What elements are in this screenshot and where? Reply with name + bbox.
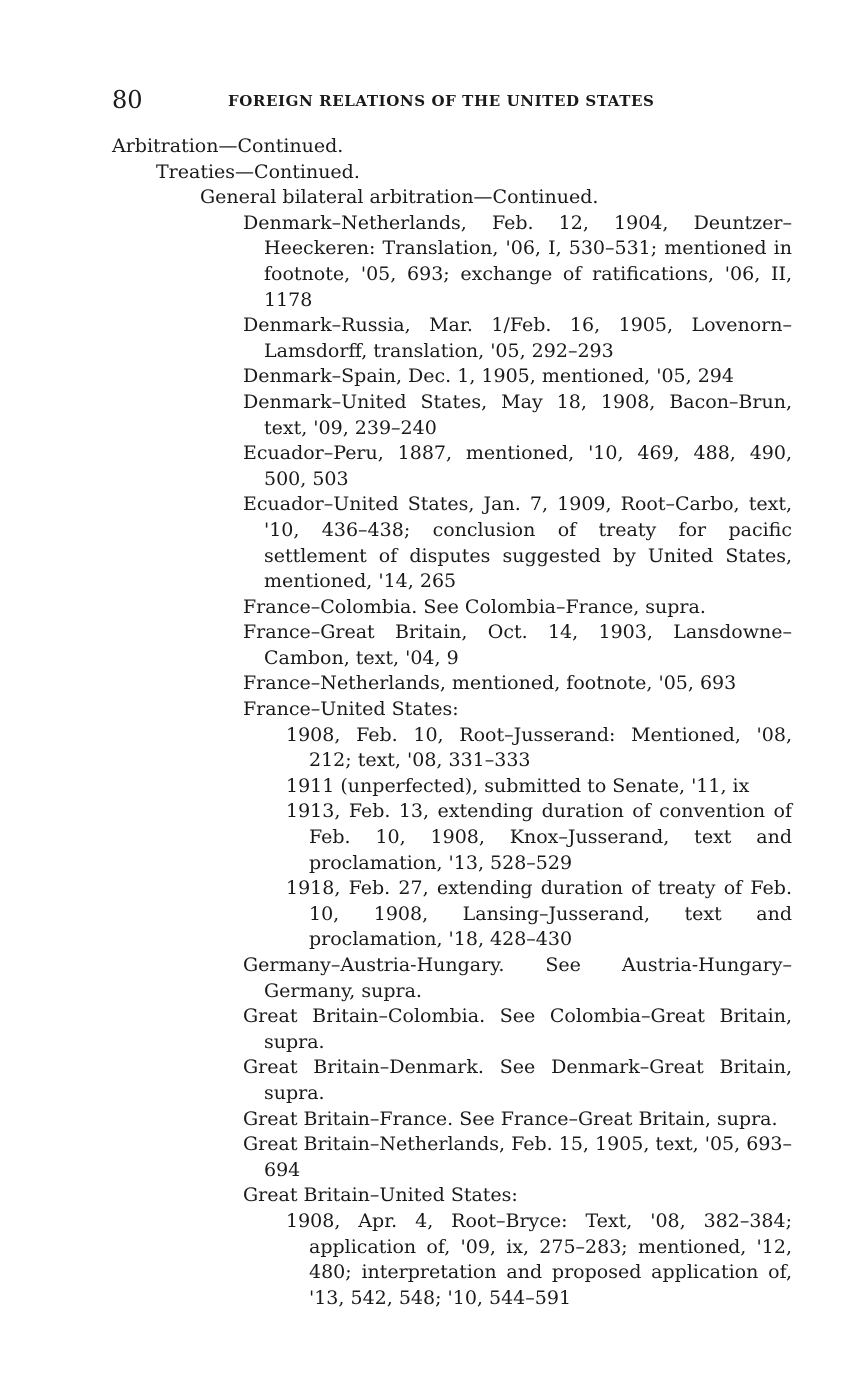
index-subentry: 1908, Feb. 10, Root–Jusserand: Mentioned, '08, 212; text, '08, 331–333: [286, 723, 792, 772]
index-entry: Denmark–Netherlands, Feb. 12, 1904, Deuntzer–Heeckeren: Translation, '06, I, 530–531; mentioned in footnote, '05, 693; exchange of ratifications, '06, II, 1178: [243, 211, 792, 311]
index-entry: France–Colombia. See Colombia–France, supra.: [243, 595, 706, 618]
index-body: [112, 134, 792, 1311]
index-entry: Great Britain–United States:: [243, 1184, 518, 1207]
index-entry: Denmark–Spain, Dec. 1, 1905, mentioned, '05, 294: [243, 365, 734, 388]
index-subentry: 1913, Feb. 13, extending duration of convention of Feb. 10, 1908, Knox–Jusserand, text and proclamation, '13, 528–529: [286, 800, 792, 874]
index-entry: France–United States:: [243, 698, 459, 721]
index-subheading: General bilateral arbitration—Continued.: [200, 186, 599, 209]
index-entry: Denmark–United States, May 18, 1908, Bacon–Brun, text, '09, 239–240: [243, 390, 792, 439]
index-entry: Ecuador–Peru, 1887, mentioned, '10, 469, 488, 490, 500, 503: [243, 442, 792, 490]
running-title: FOREIGN RELATIONS OF THE UNITED STATES: [228, 92, 655, 110]
index-subentry: 1908, Apr. 4, Root–Bryce: Text, '08, 382–384; application of, '09, ix, 275–283; mentioned, '12, 480; interpretation and proposed application of, '13, 542, 548; '10, 544–591: [286, 1209, 792, 1309]
index-subentry: 1918, Feb. 27, extending duration of treaty of Feb. 10, 1908, Lansing–Jusserand, text and proclamation, '18, 428–430: [286, 877, 792, 951]
page-number: 80: [112, 86, 143, 114]
index-entry: Denmark–Russia, Mar. 1/Feb. 16, 1905, Lovenorn–Lamsdorff, translation, '05, 292–293: [243, 314, 792, 362]
index-entry: Ecuador–United States, Jan. 7, 1909, Root–Carbo, text, '10, 436–438; conclusion of treaty for pacific settlement of disputes suggested by United States, mentioned, '14, 265: [243, 493, 792, 593]
index-subheading: Treaties—Continued.: [156, 160, 360, 183]
index-entry: Great Britain–France. See France–Great Britain, supra.: [243, 1107, 778, 1130]
index-heading: Arbitration—Continued.: [112, 135, 344, 157]
index-entry: Great Britain–Denmark. See Denmark–Great Britain, supra.: [243, 1056, 792, 1104]
index-entry: Great Britain–Netherlands, Feb. 15, 1905, text, '05, 693–694: [243, 1133, 792, 1181]
index-entry: France–Netherlands, mentioned, footnote, '05, 693: [243, 672, 737, 695]
index-subentry: 1911 (unperfected), submitted to Senate, '11, ix: [286, 774, 750, 797]
index-entry: France–Great Britain, Oct. 14, 1903, Lansdowne–Cambon, text, '04, 9: [243, 621, 792, 669]
index-entry: Germany–Austria-Hungary. See Austria-Hungary–Germany, supra.: [243, 954, 792, 1002]
index-entry: Great Britain–Colombia. See Colombia–Great Britain, supra.: [243, 1005, 792, 1053]
